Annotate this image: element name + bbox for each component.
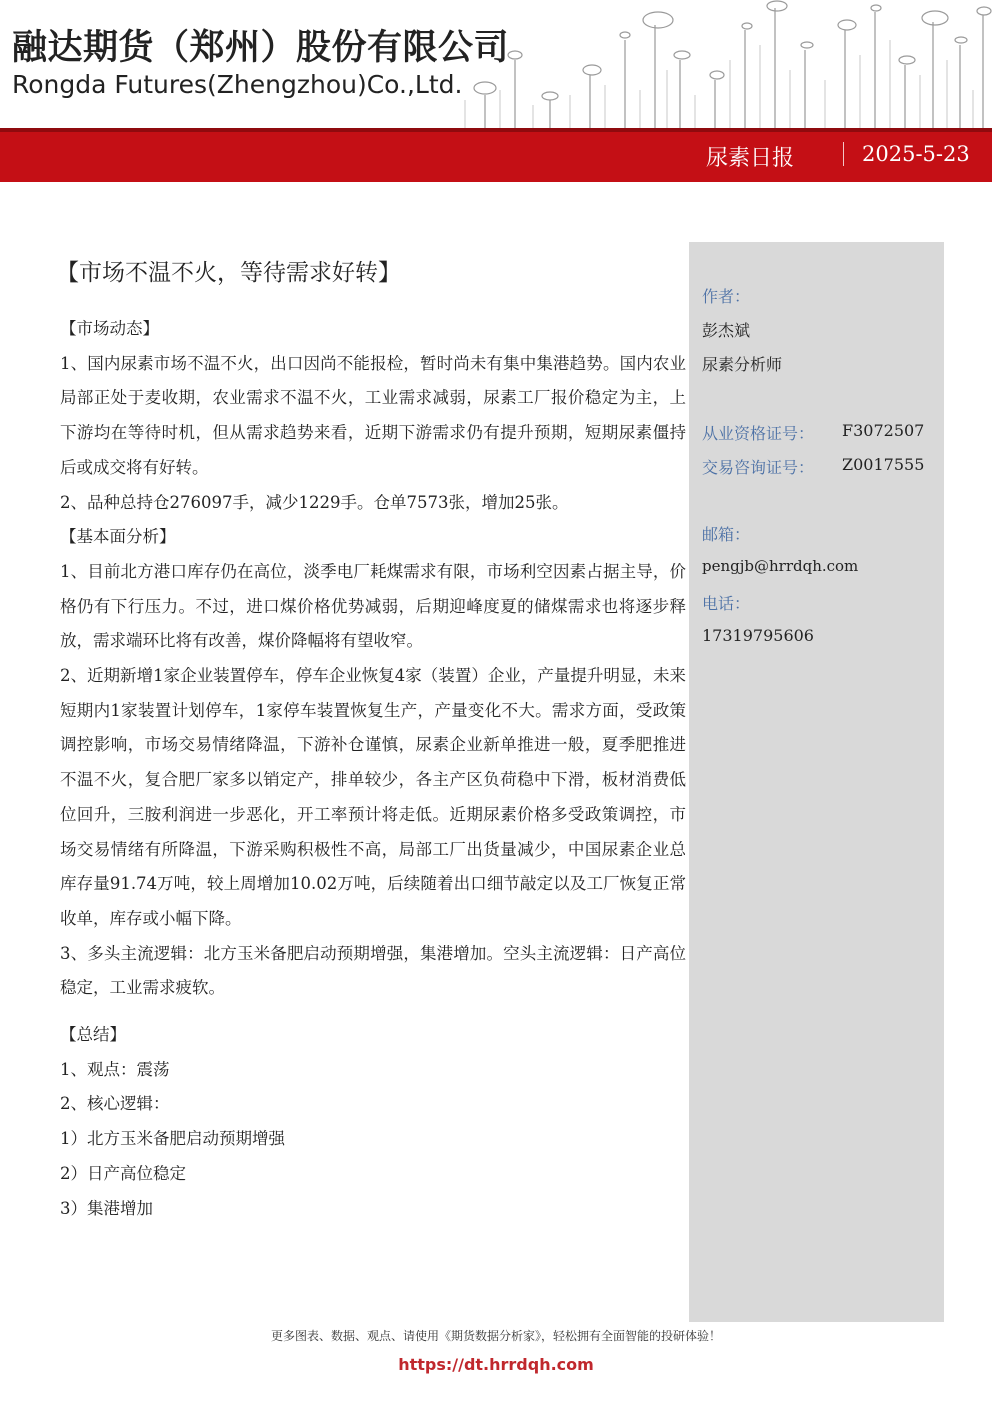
footer-link[interactable]: https://dt.hrrdqh.com xyxy=(398,1355,594,1374)
section-heading-summary: 【总结】 xyxy=(60,1025,126,1045)
author-title: 尿素分析师 xyxy=(702,355,783,374)
company-name-en: Rongda Futures(Zhengzhou)Co.,Ltd. xyxy=(12,70,463,99)
market-paragraph-2: 2、品种总持仓276097手，减少1229手。仓单7573张，增加25张。 xyxy=(60,492,569,512)
qualification-label: 从业资格证号： xyxy=(702,424,815,443)
summary-item-2: 2、核心逻辑： xyxy=(60,1094,170,1114)
phone-number: 17319795606 xyxy=(702,626,814,645)
consult-label: 交易咨询证号： xyxy=(702,458,815,477)
fundamentals-paragraph-1: 1、目前北方港口库存仍在高位，淡季电厂耗煤需求有限，市场利空因素占据主导，价格仍有下行压力。不过，进口煤价格优势减弱，后期迎峰度夏的储煤需求也将逐步释放，需求端环比将有改善，煤价降幅将有望收窄。 xyxy=(60,561,686,651)
section-heading-market: 【市场动态】 xyxy=(60,319,159,338)
phone-label: 电话： xyxy=(702,594,751,613)
section-heading-fundamentals: 【基本面分析】 xyxy=(60,527,176,547)
report-title: 【市场不温不火，等待需求好转】 xyxy=(56,260,401,286)
band-separator xyxy=(843,142,844,166)
report-type: 尿素日报 xyxy=(706,146,795,171)
qualification-number: F3072507 xyxy=(842,421,925,440)
email-label: 邮箱： xyxy=(702,525,751,544)
author-label: 作者： xyxy=(702,287,751,306)
summary-item-4: 2）日产高位稳定 xyxy=(60,1163,186,1183)
report-date: 2025-5-23 xyxy=(862,142,970,166)
summary-item-5: 3）集港增加 xyxy=(60,1198,153,1218)
header-decoration xyxy=(455,0,992,128)
header xyxy=(0,0,992,128)
fundamentals-paragraph-3: 3、多头主流逻辑：北方玉米备肥启动预期增强，集港增加。空头主流逻辑：日产高位稳定，工业需求疲软。 xyxy=(60,943,686,998)
report-body xyxy=(56,250,686,1226)
summary-item-3: 1）北方玉米备肥启动预期增强 xyxy=(60,1129,285,1149)
footer-promo: 更多图表、数据、观点、请使用《期货数据分析家》，轻松拥有全面智能的投研体验！ xyxy=(270,1329,721,1343)
summary-item-1: 1、观点：震荡 xyxy=(60,1059,170,1079)
market-paragraph-1: 1、国内尿素市场不温不火，出口因尚不能报检，暂时尚未有集中集港趋势。国内农业局部正处于麦收期，农业需求不温不火，工业需求减弱，尿素工厂报价稳定为主，上下游均在等待时机，但从需求趋势来看，近期下游需求仍有提升预期，短期尿素僵持后或成交将有好转。 xyxy=(60,353,686,477)
author-name: 彭杰斌 xyxy=(702,321,751,340)
consult-number: Z0017555 xyxy=(842,455,925,474)
author-sidebar xyxy=(689,242,944,1322)
email-address[interactable]: pengjb@hrrdqh.com xyxy=(702,557,859,575)
fundamentals-paragraph-2: 2、近期新增1家企业装置停车，停车企业恢复4家（装置）企业，产量提升明显，未来短期内1家装置计划停车，1家停车装置恢复生产，产量变化不大。需求方面，受政策调控影响，市场交易情绪降温，下游补仓谨慎，尿素企业新单推进一般，夏季肥推进不温不火，复合肥厂家多以销定产，排单较少，各主产区负荷稳中下滑，板材消费低位回升，三胺利润进一步恶化，开工率预计将走低。近期尿素价格多受政策调控，市场交易情绪有所降温，下游采购积极性不高，局部工厂出货量减少，中国尿素企业总库存量91.74万吨，较上周增加10.02万吨，后续随着出口细节敲定以及工厂恢复正常收单，库存或小幅下降。 xyxy=(60,666,686,928)
company-name-cn: 融达期货（郑州）股份有限公司 xyxy=(12,28,510,68)
